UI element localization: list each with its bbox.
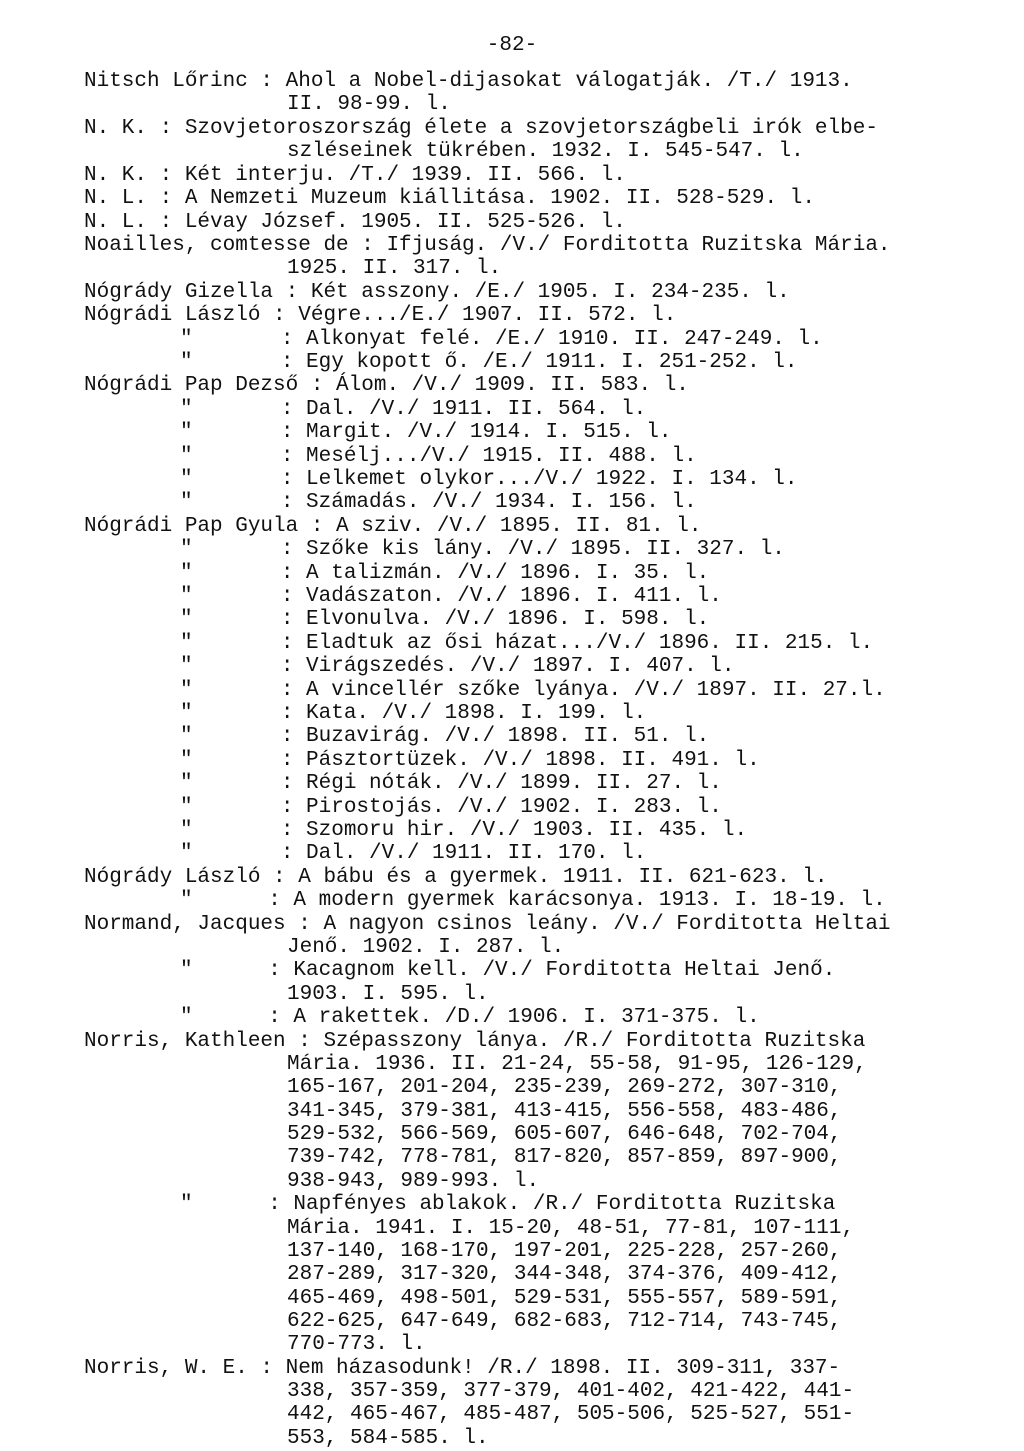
entry-line: " : Egy kopott ő. /E./ 1911. I. 251-252. l. <box>180 351 798 374</box>
entry-line: Nógrády Gizella : Két asszony. /E./ 1905. I. 234-235. l. <box>84 281 790 304</box>
entry-line: " : A vincellér szőke lyánya. /V./ 1897. II. 27.l. <box>180 679 886 702</box>
entry-line: Norris, Kathleen : Szépasszony lánya. /R./ Forditotta Ruzitska <box>84 1030 866 1053</box>
entry-line: " : Buzavirág. /V./ 1898. II. 51. l. <box>180 725 710 748</box>
entry-line: " : Kacagnom kell. /V./ Forditotta Heltai Jenő. <box>180 959 836 982</box>
entry-line: 1903. I. 595. l. <box>287 983 489 1006</box>
entry-line: 287-289, 317-320, 344-348, 374-376, 409-412, <box>287 1263 842 1286</box>
entry-line: 165-167, 201-204, 235-239, 269-272, 307-310, <box>287 1076 842 1099</box>
entry-line: " : A modern gyermek karácsonya. 1913. I. 18-19. l. <box>180 889 886 912</box>
entry-line: " : A talizmán. /V./ 1896. I. 35. l. <box>180 562 710 585</box>
entry-line: Nitsch Lőrinc : Ahol a Nobel-dijasokat válogatják. /T./ 1913. <box>84 70 853 93</box>
entry-line: " : Lelkemet olykor.../V./ 1922. I. 134. l. <box>180 468 798 491</box>
entry-line: " : Szomoru hir. /V./ 1903. II. 435. l. <box>180 819 748 842</box>
entry-line: " : Virágszedés. /V./ 1897. I. 407. l. <box>180 655 735 678</box>
entry-line: 938-943, 989-993. l. <box>287 1170 540 1193</box>
entry-line: Nógrádi László : Végre.../E./ 1907. II. 572. l. <box>84 304 677 327</box>
entry-line: 442, 465-467, 485-487, 505-506, 525-527, 551- <box>287 1403 855 1426</box>
entry-line: N. K. : Két interju. /T./ 1939. II. 566. l. <box>84 164 626 187</box>
entry-line: " : Vadászaton. /V./ 1896. I. 411. l. <box>180 585 722 608</box>
entry-line: " : Eladtuk az ősi házat.../V./ 1896. II. 215. l. <box>180 632 874 655</box>
entry-line: " : Szőke kis lány. /V./ 1895. II. 327. l. <box>180 538 785 561</box>
entry-line: N. K. : Szovjetoroszország élete a szovjetországbeli irók elbe- <box>84 117 878 140</box>
entry-line: " : A rakettek. /D./ 1906. I. 371-375. l. <box>180 1006 760 1029</box>
entry-line: " : Pirostojás. /V./ 1902. I. 283. l. <box>180 796 722 819</box>
entry-line: 1925. II. 317. l. <box>287 257 502 280</box>
entry-line: szléseinek tükrében. 1932. I. 545-547. l. <box>287 140 804 163</box>
entry-line: Nógrádi Pap Gyula : A sziv. /V./ 1895. II. 81. l. <box>84 515 702 538</box>
entry-line: II. 98-99. l. <box>287 93 451 116</box>
entry-line: 341-345, 379-381, 413-415, 556-558, 483-486, <box>287 1100 842 1123</box>
entry-line: " : Alkonyat felé. /E./ 1910. II. 247-249. l. <box>180 328 823 351</box>
entry-line: 465-469, 498-501, 529-531, 555-557, 589-591, <box>287 1287 842 1310</box>
entry-line: Jenő. 1902. I. 287. l. <box>287 936 565 959</box>
entry-line: " : Margit. /V./ 1914. I. 515. l. <box>180 421 672 444</box>
entry-line: " : Kata. /V./ 1898. I. 199. l. <box>180 702 647 725</box>
entry-line: Mária. 1936. II. 21-24, 55-58, 91-95, 126-129, <box>287 1053 867 1076</box>
entry-line: N. L. : Lévay József. 1905. II. 525-526. l. <box>84 211 626 234</box>
entry-line: 622-625, 647-649, 682-683, 712-714, 743-745, <box>287 1310 842 1333</box>
entry-line: " : Mesélj.../V./ 1915. II. 488. l. <box>180 445 697 468</box>
entry-line: " : Dal. /V./ 1911. II. 170. l. <box>180 842 647 865</box>
entry-line: Noailles, comtesse de : Ifjuság. /V./ Forditotta Ruzitska Mária. <box>84 234 891 257</box>
entry-line: 553, 584-585. l. <box>287 1427 489 1450</box>
entry-line: " : Dal. /V./ 1911. II. 564. l. <box>180 398 647 421</box>
entry-line: Nógrády László : A bábu és a gyermek. 1911. II. 621-623. l. <box>84 866 828 889</box>
entry-line: 137-140, 168-170, 197-201, 225-228, 257-260, <box>287 1240 842 1263</box>
entry-line: " : Elvonulva. /V./ 1896. I. 598. l. <box>180 608 710 631</box>
entry-line: N. L. : A Nemzeti Muzeum kiállitása. 1902. II. 528-529. l. <box>84 187 815 210</box>
entry-line: 529-532, 566-569, 605-607, 646-648, 702-704, <box>287 1123 842 1146</box>
entry-line: 770-773. l. <box>287 1333 426 1356</box>
entry-line: Mária. 1941. I. 15-20, 48-51, 77-81, 107-111, <box>287 1217 855 1240</box>
entry-line: " : Régi nóták. /V./ 1899. II. 27. l. <box>180 772 722 795</box>
entry-line: Normand, Jacques : A nagyon csinos leány. /V./ Forditotta Heltai <box>84 913 891 936</box>
entry-line: 739-742, 778-781, 817-820, 857-859, 897-900, <box>287 1146 842 1169</box>
entry-line: Nógrádi Pap Dezső : Álom. /V./ 1909. II. 583. l. <box>84 374 689 397</box>
entry-line: Norris, W. E. : Nem házasodunk! /R./ 1898. II. 309-311, 337- <box>84 1357 841 1380</box>
page-number: -82- <box>486 34 538 57</box>
entry-line: " : Számadás. /V./ 1934. I. 156. l. <box>180 491 697 514</box>
entry-line: 338, 357-359, 377-379, 401-402, 421-422, 441- <box>287 1380 855 1403</box>
entry-line: " : Napfényes ablakok. /R./ Forditotta Ruzitska <box>180 1193 836 1216</box>
entry-line: " : Pásztortüzek. /V./ 1898. II. 491. l. <box>180 749 760 772</box>
